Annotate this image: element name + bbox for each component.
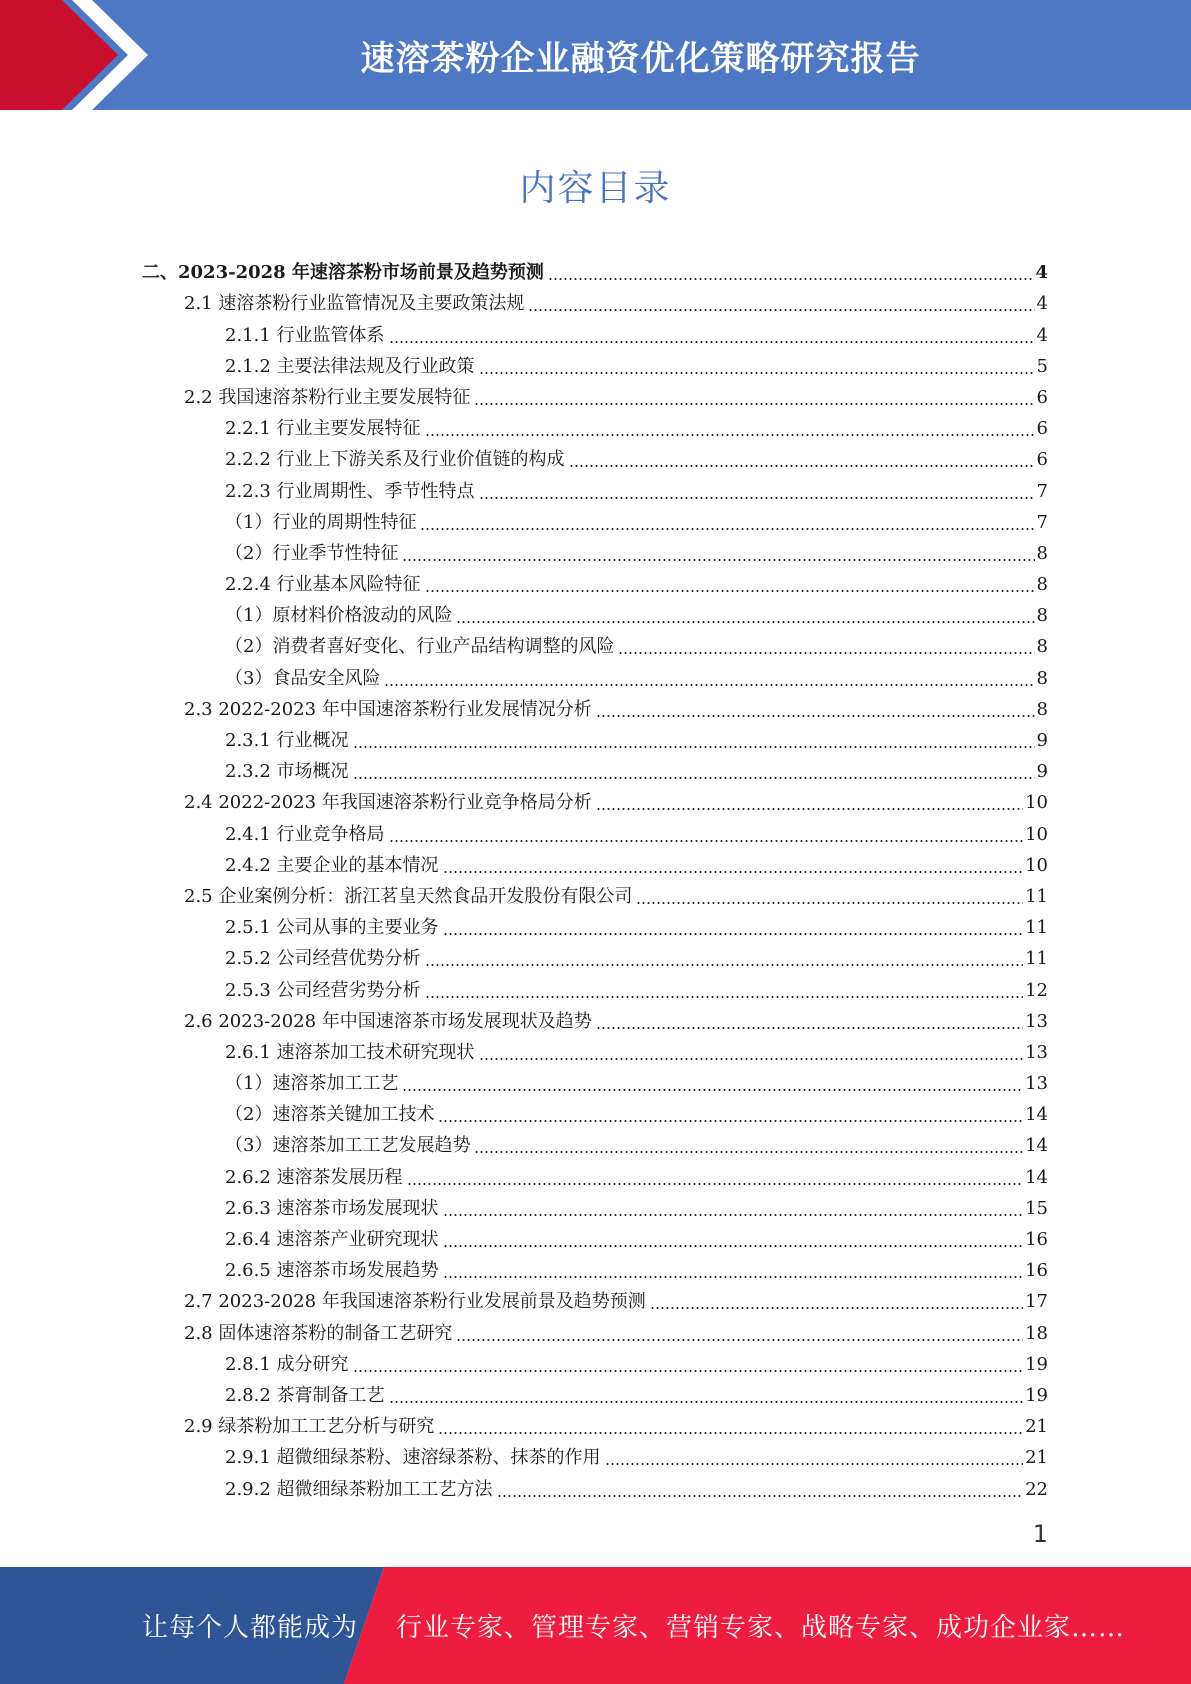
page-number: 1 [1032, 1520, 1048, 1548]
toc-entry-title: 2.9 绿茶粉加工工艺分析与研究 [184, 1416, 435, 1438]
toc-entry-page: 16 [1025, 1229, 1048, 1250]
toc-entry[interactable] [0, 596, 1191, 627]
toc-dot-leader [596, 1027, 1023, 1029]
toc-entry-page: 10 [1025, 792, 1048, 814]
toc-entry-title: 2.8 固体速溶茶粉的制备工艺研究 [184, 1322, 453, 1344]
toc-entry-title: 2.1 速溶茶粉行业监管情况及主要政策法规 [184, 293, 525, 315]
toc-dot-leader [497, 1495, 1024, 1497]
toc-entry-title: （2）行业季节性特征 [225, 542, 399, 564]
toc-dot-leader [636, 902, 1023, 904]
toc-dot-leader [389, 341, 1035, 343]
toc-dot-leader [443, 933, 1024, 935]
toc-entry[interactable] [0, 1189, 1191, 1220]
toc-entry-title: （2）消费者喜好变化、行业产品结构调整的风险 [225, 636, 615, 658]
toc-entry[interactable] [0, 347, 1191, 378]
toc-dot-leader [438, 1120, 1023, 1122]
toc-entry[interactable] [0, 908, 1191, 939]
toc-entry-page: 18 [1025, 1322, 1048, 1344]
toc-entry-title: 二、2023-2028 年速溶茶粉市场前景及趋势预测 [142, 262, 544, 284]
toc-dot-leader [443, 871, 1024, 873]
toc-dot-leader [443, 1214, 1024, 1216]
toc-entry-page: 8 [1036, 542, 1048, 564]
toc-entry[interactable] [0, 627, 1191, 658]
toc-entry-title: 2.9.2 超微细绿茶粉加工工艺方法 [225, 1478, 493, 1500]
toc-entry-page: 17 [1025, 1291, 1048, 1313]
toc-entry-page: 14 [1025, 1135, 1048, 1157]
toc-entry[interactable] [0, 284, 1191, 315]
toc-entry-title: （3）食品安全风险 [225, 667, 381, 689]
page-header [0, 0, 1191, 110]
toc-entry-title: 2.6.2 速溶茶发展历程 [225, 1166, 403, 1188]
toc-entry-title: 2.5 企业案例分析：浙江茗皇天然食品开发股份有限公司 [184, 885, 633, 907]
toc-entry-page: 9 [1036, 730, 1048, 751]
toc-entry-title: 2.6 2023-2028 年中国速溶茶市场发展现状及趋势 [184, 1010, 592, 1032]
toc-dot-leader [443, 1245, 1024, 1247]
toc-dot-leader [389, 1401, 1024, 1403]
toc-dot-leader [402, 1089, 1023, 1091]
toc-entry[interactable] [0, 1469, 1191, 1500]
toc-entry-title: 2.4.2 主要企业的基本情况 [225, 854, 439, 876]
toc-entry-page: 11 [1025, 885, 1048, 907]
toc-entry[interactable] [0, 1313, 1191, 1344]
toc-entry[interactable] [0, 1282, 1191, 1313]
toc-entry-title: 2.4.1 行业竞争格局 [225, 823, 385, 845]
toc-entry-title: 2.6.4 速溶茶产业研究现状 [225, 1229, 439, 1250]
toc-entry[interactable] [0, 1407, 1191, 1438]
toc-dot-leader [407, 1183, 1024, 1185]
toc-entry[interactable] [0, 721, 1191, 752]
toc-entry-title: 2.3.2 市场概况 [225, 761, 349, 783]
toc-entry[interactable] [0, 409, 1191, 440]
toc-entry-page: 7 [1036, 511, 1048, 533]
toc-entry[interactable] [0, 1157, 1191, 1188]
toc-entry-page: 8 [1036, 698, 1048, 720]
toc-dot-leader [353, 1370, 1024, 1372]
toc-entry-page: 4 [1036, 324, 1048, 346]
toc-dot-leader [528, 309, 1034, 311]
toc-dot-leader [402, 559, 1034, 561]
toc-dot-leader [456, 1339, 1023, 1341]
toc-entry-page: 4 [1035, 262, 1048, 284]
toc-entry-page: 10 [1025, 823, 1048, 845]
toc-entry[interactable] [0, 1033, 1191, 1064]
toc-entry-title: （1）速溶茶加工工艺 [225, 1073, 399, 1095]
toc-dot-leader [605, 1463, 1024, 1465]
toc-entry[interactable] [0, 658, 1191, 689]
toc-entry-title: 2.2 我国速溶茶粉行业主要发展特征 [184, 386, 471, 408]
toc-dot-leader [425, 434, 1035, 436]
toc-dot-leader [479, 372, 1035, 374]
toc-entry-title: 2.6.1 速溶茶加工技术研究现状 [225, 1041, 475, 1063]
toc-entry-page: 21 [1025, 1416, 1048, 1438]
toc-dot-leader [389, 840, 1024, 842]
toc-entry-title: 2.5.3 公司经营劣势分析 [225, 979, 421, 1001]
toc-entry[interactable] [0, 939, 1191, 970]
toc-entry[interactable] [0, 378, 1191, 409]
toc-entry-page: 8 [1036, 667, 1048, 689]
footer-slogan-right: 行业专家、管理专家、营销专家、战略专家、成功企业家…… [396, 1613, 1126, 1643]
toc-dot-leader [618, 652, 1034, 654]
toc-entry-page: 8 [1036, 574, 1048, 596]
toc-entry[interactable] [0, 690, 1191, 721]
toc-entry-title: 2.2.3 行业周期性、季节性特点 [225, 480, 475, 502]
toc-entry-title: （3）速溶茶加工工艺发展趋势 [225, 1135, 471, 1157]
toc-entry[interactable] [0, 1002, 1191, 1033]
toc-dot-leader [438, 1432, 1023, 1434]
toc-entry-page: 7 [1036, 480, 1048, 502]
toc-dot-leader [474, 1151, 1023, 1153]
toc-entry-title: 2.6.3 速溶茶市场发展现状 [225, 1197, 439, 1219]
toc-entry-title: （1）行业的周期性特征 [225, 511, 417, 533]
toc-entry-title: 2.4 2022-2023 年我国速溶茶粉行业竞争格局分析 [184, 792, 592, 814]
toc-entry-title: （2）速溶茶关键加工技术 [225, 1104, 435, 1126]
toc-entry-title: 2.2.4 行业基本风险特征 [225, 574, 421, 596]
toc-entry[interactable] [0, 814, 1191, 845]
toc-entry[interactable] [0, 253, 1191, 284]
report-title: 速溶茶粉企业融资优化策略研究报告 [360, 38, 921, 79]
toc-entry[interactable] [0, 1064, 1191, 1095]
toc-dot-leader [548, 278, 1034, 280]
toc-entry-page: 6 [1036, 386, 1048, 408]
toc-entry[interactable] [0, 565, 1191, 596]
toc-entry-page: 16 [1025, 1260, 1048, 1282]
toc-entry-page: 14 [1025, 1166, 1048, 1188]
toc-entry[interactable] [0, 1220, 1191, 1251]
toc-entry-title: 2.7 2023-2028 年我国速溶茶粉行业发展前景及趋势预测 [184, 1291, 646, 1313]
toc-entry-title: 2.8.2 茶膏制备工艺 [225, 1384, 385, 1406]
toc-entry[interactable] [0, 1345, 1191, 1376]
toc-dot-leader [384, 684, 1034, 686]
toc-entry-title: 2.9.1 超微细绿茶粉、速溶绿茶粉、抹茶的作用 [225, 1447, 601, 1469]
toc-entry[interactable] [0, 315, 1191, 346]
toc-entry[interactable] [0, 846, 1191, 877]
toc-dot-leader [596, 808, 1023, 810]
toc-entry-title: 2.6.5 速溶茶市场发展趋势 [225, 1260, 439, 1282]
toc-entry-page: 22 [1025, 1478, 1048, 1500]
toc-entry-title: 2.1.2 主要法律法规及行业政策 [225, 355, 475, 377]
toc-entry-page: 4 [1036, 293, 1048, 315]
toc-entry-page: 8 [1036, 636, 1048, 658]
toc-entry[interactable] [0, 1376, 1191, 1407]
toc-entry-title: 2.2.1 行业主要发展特征 [225, 418, 421, 440]
toc-entry-page: 14 [1025, 1104, 1048, 1126]
toc-entry-page: 12 [1025, 979, 1048, 1001]
toc-entry-page: 5 [1036, 355, 1048, 377]
toc-entry-page: 11 [1025, 948, 1048, 970]
toc-entry-title: （1）原材料价格波动的风险 [225, 605, 453, 627]
toc-entry-page: 21 [1025, 1447, 1048, 1469]
toc-entry-page: 13 [1025, 1010, 1048, 1032]
toc-dot-leader [425, 590, 1035, 592]
toc-entry-title: 2.5.2 公司经营优势分析 [225, 948, 421, 970]
toc-heading: 内容目录 [519, 168, 672, 209]
toc-entry-page: 10 [1025, 854, 1048, 876]
toc-entry-page: 13 [1025, 1041, 1048, 1063]
footer-slogan-left: 让每个人都能成为 [142, 1613, 359, 1643]
toc-entry-page: 13 [1025, 1073, 1048, 1095]
toc-dot-leader [443, 1276, 1024, 1278]
toc-entry[interactable] [0, 440, 1191, 471]
toc-entry[interactable] [0, 970, 1191, 1001]
toc-entry-page: 19 [1025, 1353, 1048, 1375]
toc-dot-leader [474, 403, 1034, 405]
toc-dot-leader [569, 465, 1035, 467]
toc-dot-leader [456, 621, 1034, 623]
toc-entry[interactable] [0, 752, 1191, 783]
toc-dot-leader [425, 964, 1024, 966]
toc-entry[interactable] [0, 471, 1191, 502]
toc-dot-leader [479, 1058, 1024, 1060]
header-arrow-decoration [0, 0, 160, 110]
toc-entry-page: 19 [1025, 1384, 1048, 1406]
toc-entry[interactable] [0, 1095, 1191, 1126]
page-footer [0, 1567, 1191, 1684]
toc-dot-leader [353, 746, 1035, 748]
toc-entry-page: 6 [1036, 449, 1048, 471]
toc-entry[interactable] [0, 783, 1191, 814]
toc-entry-title: 2.3.1 行业概况 [225, 730, 349, 751]
toc-dot-leader [425, 996, 1024, 998]
toc-entry[interactable] [0, 1126, 1191, 1157]
toc-entry-title: 2.2.2 行业上下游关系及行业价值链的构成 [225, 449, 565, 471]
toc-entry-page: 8 [1036, 605, 1048, 627]
toc-entry[interactable] [0, 1251, 1191, 1282]
toc-dot-leader [420, 528, 1034, 530]
toc-entry-title: 2.3 2022-2023 年中国速溶茶粉行业发展情况分析 [184, 698, 592, 720]
table-of-contents [0, 253, 1191, 1501]
toc-dot-leader [353, 777, 1035, 779]
toc-entry[interactable] [0, 877, 1191, 908]
toc-entry-page: 6 [1036, 418, 1048, 440]
toc-entry-title: 2.5.1 公司从事的主要业务 [225, 917, 439, 939]
toc-entry-page: 15 [1025, 1197, 1048, 1219]
toc-entry-title: 2.1.1 行业监管体系 [225, 324, 385, 346]
toc-dot-leader [479, 497, 1035, 499]
toc-entry[interactable] [0, 503, 1191, 534]
toc-entry-page: 9 [1036, 761, 1048, 783]
toc-entry-page: 11 [1025, 917, 1048, 939]
toc-dot-leader [650, 1307, 1023, 1309]
toc-entry[interactable] [0, 1438, 1191, 1469]
toc-entry-title: 2.8.1 成分研究 [225, 1353, 349, 1375]
toc-entry[interactable] [0, 534, 1191, 565]
toc-dot-leader [596, 715, 1035, 717]
